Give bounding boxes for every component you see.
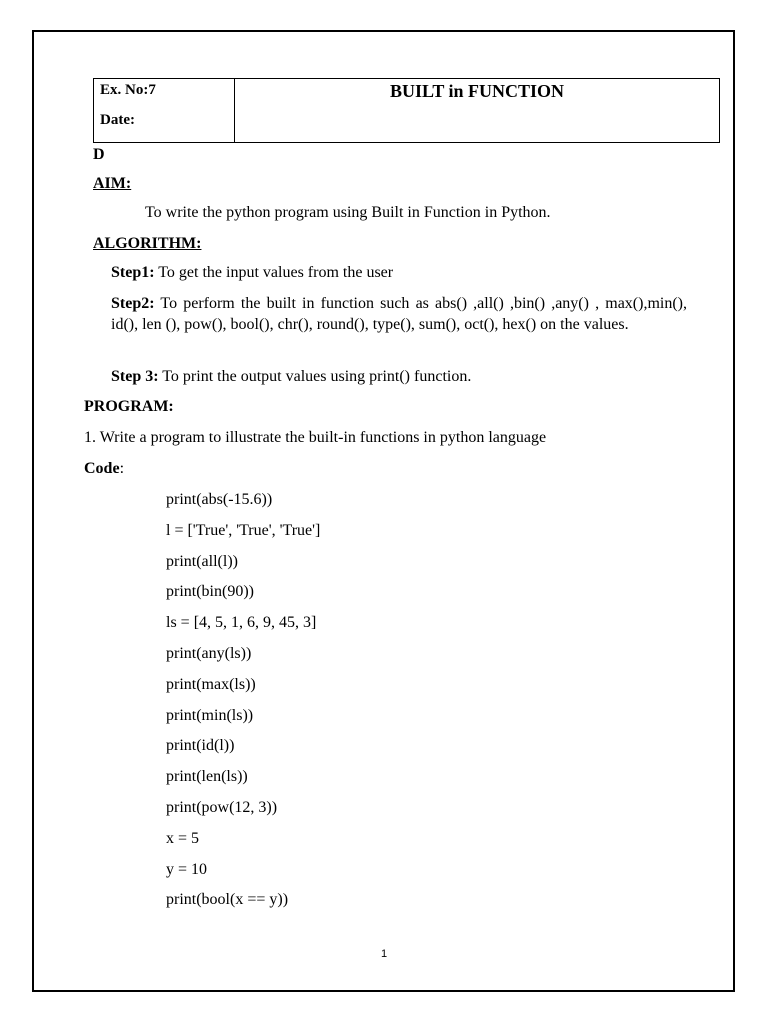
- code-line: print(pow(12, 3)): [166, 799, 278, 816]
- code-line: print(id(l)): [166, 737, 235, 754]
- header-table: [93, 78, 720, 143]
- code-label: [84, 459, 124, 479]
- code-label-colon: :: [119, 460, 125, 477]
- code-line: print(bool(x == y)): [166, 891, 289, 908]
- algorithm-step-1: [111, 262, 687, 283]
- page-number: 1: [380, 948, 388, 960]
- code-line: print(all(l)): [166, 553, 238, 570]
- step-label: Step1:: [111, 264, 155, 281]
- code-label-text: Code: [84, 460, 120, 477]
- step-label: Step 3:: [111, 368, 159, 385]
- document-title: BUILT in FUNCTION: [389, 81, 565, 101]
- header-left-cell: [94, 79, 235, 142]
- code-line: print(bin(90)): [166, 583, 254, 600]
- algorithm-heading: ALGORITHM:: [93, 235, 202, 252]
- date-label: Date:: [100, 112, 135, 128]
- stray-letter: D: [93, 146, 105, 163]
- step-label: Step2:: [111, 295, 155, 312]
- code-line: l = ['True', 'True', 'True']: [166, 522, 321, 539]
- code-line: ls = [4, 5, 1, 6, 9, 45, 3]: [166, 614, 317, 631]
- step-text: To get the input values from the user: [154, 264, 394, 281]
- code-line: print(max(ls)): [166, 676, 256, 693]
- code-line: print(len(ls)): [166, 768, 248, 785]
- page-border: [32, 30, 735, 992]
- program-question: 1. Write a program to illustrate the built-in functions in python language: [84, 429, 547, 446]
- step-text: To print the output values using print() function.: [158, 368, 472, 385]
- code-line: print(min(ls)): [166, 707, 254, 724]
- code-line: print(any(ls)): [166, 645, 252, 662]
- algorithm-step-3: [111, 366, 687, 387]
- exercise-number: Ex. No:7: [100, 82, 156, 98]
- program-heading: PROGRAM:: [84, 398, 174, 415]
- code-line: x = 5: [166, 830, 200, 847]
- step-text: To perform the built in function such as abs() ,all() ,bin() ,any() , max(),min(), id(), len (), pow(), bool(), chr(), round(), type(), sum(), oct(), hex() on the values.: [111, 295, 687, 333]
- code-line: y = 10: [166, 861, 208, 878]
- algorithm-step-2: [111, 293, 687, 356]
- code-line: print(abs(-15.6)): [166, 491, 273, 508]
- aim-heading: AIM:: [93, 175, 132, 192]
- aim-text: To write the python program using Built in Function in Python.: [145, 204, 551, 221]
